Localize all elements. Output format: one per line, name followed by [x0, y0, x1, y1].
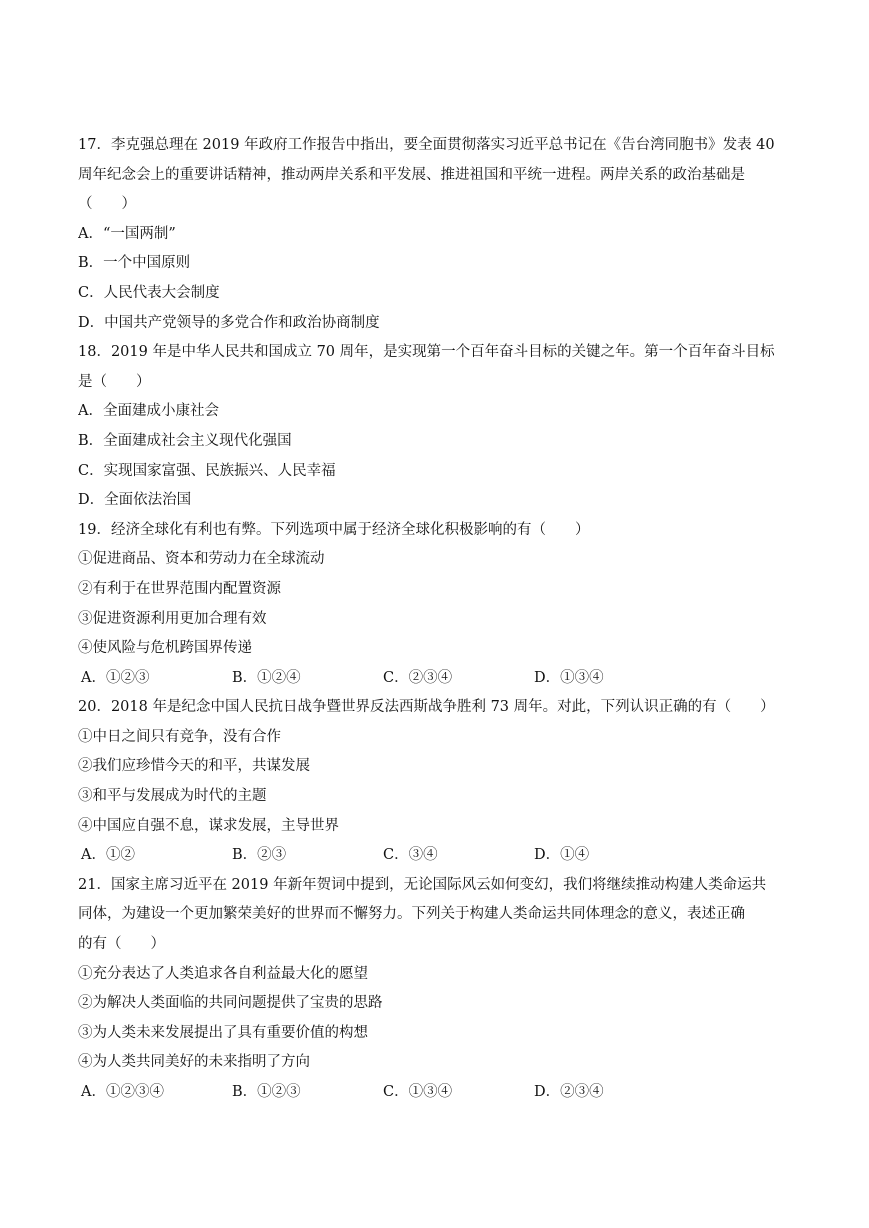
question-stem-line: 18．2019 年是中华人民共和国成立 70 周年，是实现第一个百年奋斗目标的关键之年。第一个百年奋斗目标: [78, 344, 775, 361]
question-stem-line: 17．李克强总理在 2019 年政府工作报告中指出，要全面贯彻落实习近平总书记在《告台湾同胞书》发表 40: [78, 137, 775, 153]
statement-1: ①促进商品、资本和劳动力在全球流动: [78, 551, 325, 568]
question-stem-line: 周年纪念会上的重要讲话精神，推动两岸关系和平发展、推进祖国和平统一进程。两岸关系的政治基础是: [78, 166, 745, 183]
statement-2: ②有利于在世界范围内配置资源: [78, 580, 281, 597]
choice-c: C．③④: [383, 847, 438, 864]
question-stem-line: 的有（ ）: [78, 936, 165, 953]
statement-1: ①中日之间只有竞争，没有合作: [78, 728, 281, 745]
statement-4: ④中国应自强不息，谋求发展，主导世界: [78, 817, 339, 834]
choice-c: C．①③④: [383, 1084, 453, 1100]
choice-d: D．①④: [534, 847, 590, 864]
answer-choices: [78, 841, 792, 871]
answer-choices: [78, 664, 792, 694]
choice-a: A．①②③④: [81, 1084, 164, 1100]
statement-3: ③和平与发展成为时代的主题: [78, 788, 267, 805]
option-c: C．人民代表大会制度: [78, 284, 220, 301]
option-a: A．全面建成小康社会: [78, 403, 219, 420]
option-b: B．全面建成社会主义现代化强国: [78, 432, 292, 449]
question-19: [78, 516, 792, 694]
option-d: D．全面依法治国: [78, 492, 192, 509]
option-a: A．“一国两制”: [78, 225, 176, 242]
question-17: [78, 131, 792, 338]
statement-4: ④使风险与危机跨国界传递: [78, 640, 252, 657]
question-stem-line: 21．国家主席习近平在 2019 年新年贺词中提到，无论国际风云如何变幻，我们将继续推动构建人类命运共: [78, 876, 767, 893]
statement-3: ③为人类未来发展提出了具有重要价值的构想: [78, 1024, 368, 1041]
question-list: [78, 131, 792, 1108]
option-c: C．实现国家富强、民族振兴、人民幸福: [78, 462, 336, 479]
statement-2: ②我们应珍惜今天的和平，共谋发展: [78, 758, 310, 775]
choice-b: B．①②④: [232, 669, 301, 686]
answer-choices: [78, 1078, 792, 1108]
question-18: [78, 338, 792, 516]
question-stem-line: 20．2018 年是纪念中国人民抗日战争暨世界反法西斯战争胜利 73 周年。对此，下列认识正确的有（ ）: [78, 699, 775, 716]
option-d: D．中国共产党领导的多党合作和政治协商制度: [78, 314, 380, 331]
choice-d: D．②③④: [534, 1084, 604, 1100]
statement-2: ②为解决人类面临的共同问题提供了宝贵的思路: [78, 995, 383, 1012]
question-stem-line: 19．经济全球化有利也有弊。下列选项中属于经济全球化积极影响的有（ ）: [78, 521, 590, 538]
question-20: [78, 693, 792, 871]
question-stem-line: （ ）: [78, 196, 136, 213]
option-b: B．一个中国原则: [78, 255, 191, 272]
question-stem-line: 是（ ）: [78, 373, 151, 390]
question-21: [78, 871, 792, 1108]
statement-4: ④为人类共同美好的未来指明了方向: [78, 1054, 310, 1071]
question-stem-line: 同体，为建设一个更加繁荣美好的世界而不懈努力。下列关于构建人类命运共同体理念的意义，表述正确: [78, 906, 745, 923]
choice-b: B．②③: [232, 847, 287, 864]
statement-1: ①充分表达了人类追求各自利益最大化的愿望: [78, 965, 368, 982]
statement-3: ③促进资源利用更加合理有效: [78, 610, 267, 627]
choice-a: A．①②: [81, 847, 135, 864]
choice-a: A．①②③: [81, 669, 150, 686]
choice-d: D．①③④: [534, 669, 604, 686]
choice-c: C．②③④: [383, 669, 453, 686]
choice-b: B．①②③: [232, 1084, 301, 1100]
